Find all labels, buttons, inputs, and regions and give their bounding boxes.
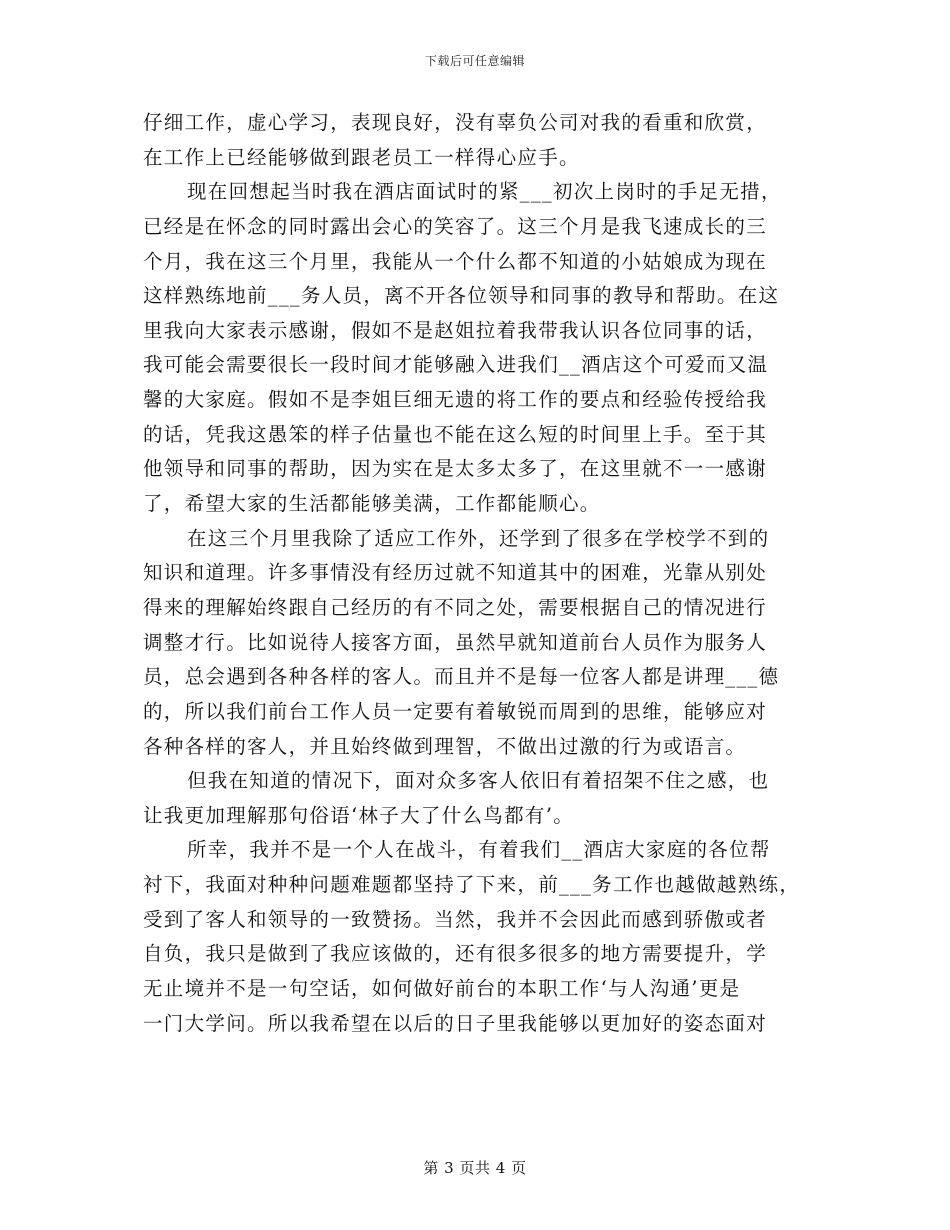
body-line: 的，所以我们前台工作人员一定要有着敏锐而周到的思维，能够应对 xyxy=(143,699,768,723)
paragraph-start-line: 现在回想起当时我在酒店面试时的紧___初次上岗时的手足无措， xyxy=(187,180,782,204)
body-line: 受到了客人和领导的一致赞扬。当然，我并不会因此而感到骄傲或者 xyxy=(143,907,768,931)
body-line: 无止境并不是一句空话，如何做好前台的本职工作‘与人沟通’更是 xyxy=(143,977,741,1001)
page-number-footer: 第 3 页共 4 页 xyxy=(423,1159,527,1177)
body-line: 自负，我只是做到了我应该做的，还有很多很多的地方需要提升，学 xyxy=(143,942,768,966)
body-line: 仔细工作，虚心学习，表现良好，没有辜负公司对我的看重和欣赏， xyxy=(143,111,768,134)
body-line: 员，总会遇到各种各样的客人。而且并不是每一位客人都是讲理___德 xyxy=(143,665,780,689)
body-line: 的话，凭我这愚笨的样子估量也不能在这么短的时间里上手。至于其 xyxy=(143,422,768,446)
body-line: 我可能会需要很长一段时间才能够融入进我们__酒店这个可爱而又温 xyxy=(143,353,769,377)
paragraph-start-line: 在这三个月里我除了适应工作外，还学到了很多在学校学不到的 xyxy=(187,526,770,550)
paragraph-start-line: 但我在知道的情况下，面对众多客人依旧有着招架不住之感，也 xyxy=(187,769,770,793)
body-line: 知识和道理。许多事情没有经历过就不知道其中的困难，光靠从别处 xyxy=(143,561,768,585)
body-line: 馨的大家庭。假如不是李姐巨细无遗的将工作的要点和经验传授给我 xyxy=(143,388,768,412)
body-line: 各种各样的客人，并且始终做到理智，不做出过激的行为或语言。 xyxy=(143,734,747,758)
body-line: 他领导和同事的帮助，因为实在是太多太多了，在这里就不一一感谢 xyxy=(143,457,768,481)
body-line: 里我向大家表示感谢，假如不是赵姐拉着我带我认识各位同事的话， xyxy=(143,318,768,342)
paragraph-start-line: 所幸，我并不是一个人在战斗，有着我们__酒店大家庭的各位帮 xyxy=(187,838,771,862)
document-body xyxy=(143,106,807,1041)
body-line: 这样熟练地前___务人员，离不开各位领导和同事的教导和帮助。在这 xyxy=(143,284,780,308)
page-header: 下载后可任意编辑 xyxy=(424,54,525,68)
body-line: 在工作上已经能够做到跟老员工一样得心应手。 xyxy=(143,145,580,169)
body-line: 让我更加理解那句俗语‘林子大了什么鸟都有’。 xyxy=(143,803,574,827)
body-line: 得来的理解始终跟自己经历的有不同之处，需要根据自己的情况进行 xyxy=(143,595,768,619)
body-line: 了，希望大家的生活都能够美满，工作都能顺心。 xyxy=(143,492,601,516)
body-line: 一门大学问。所以我希望在以后的日子里我能够以更加好的姿态面对 xyxy=(143,1011,768,1035)
body-line: 调整才行。比如说待人接客方面，虽然早就知道前台人员作为服务人 xyxy=(143,630,768,654)
body-line: 衬下，我面对种种问题难题都坚持了下来，前___务工作也越做越熟练， xyxy=(143,873,801,897)
body-line: 个月，我在这三个月里，我能从一个什么都不知道的小姑娘成为现在 xyxy=(143,249,768,273)
body-line: 已经是在怀念的同时露出会心的笑容了。这三个月是我飞速成长的三 xyxy=(143,214,768,238)
